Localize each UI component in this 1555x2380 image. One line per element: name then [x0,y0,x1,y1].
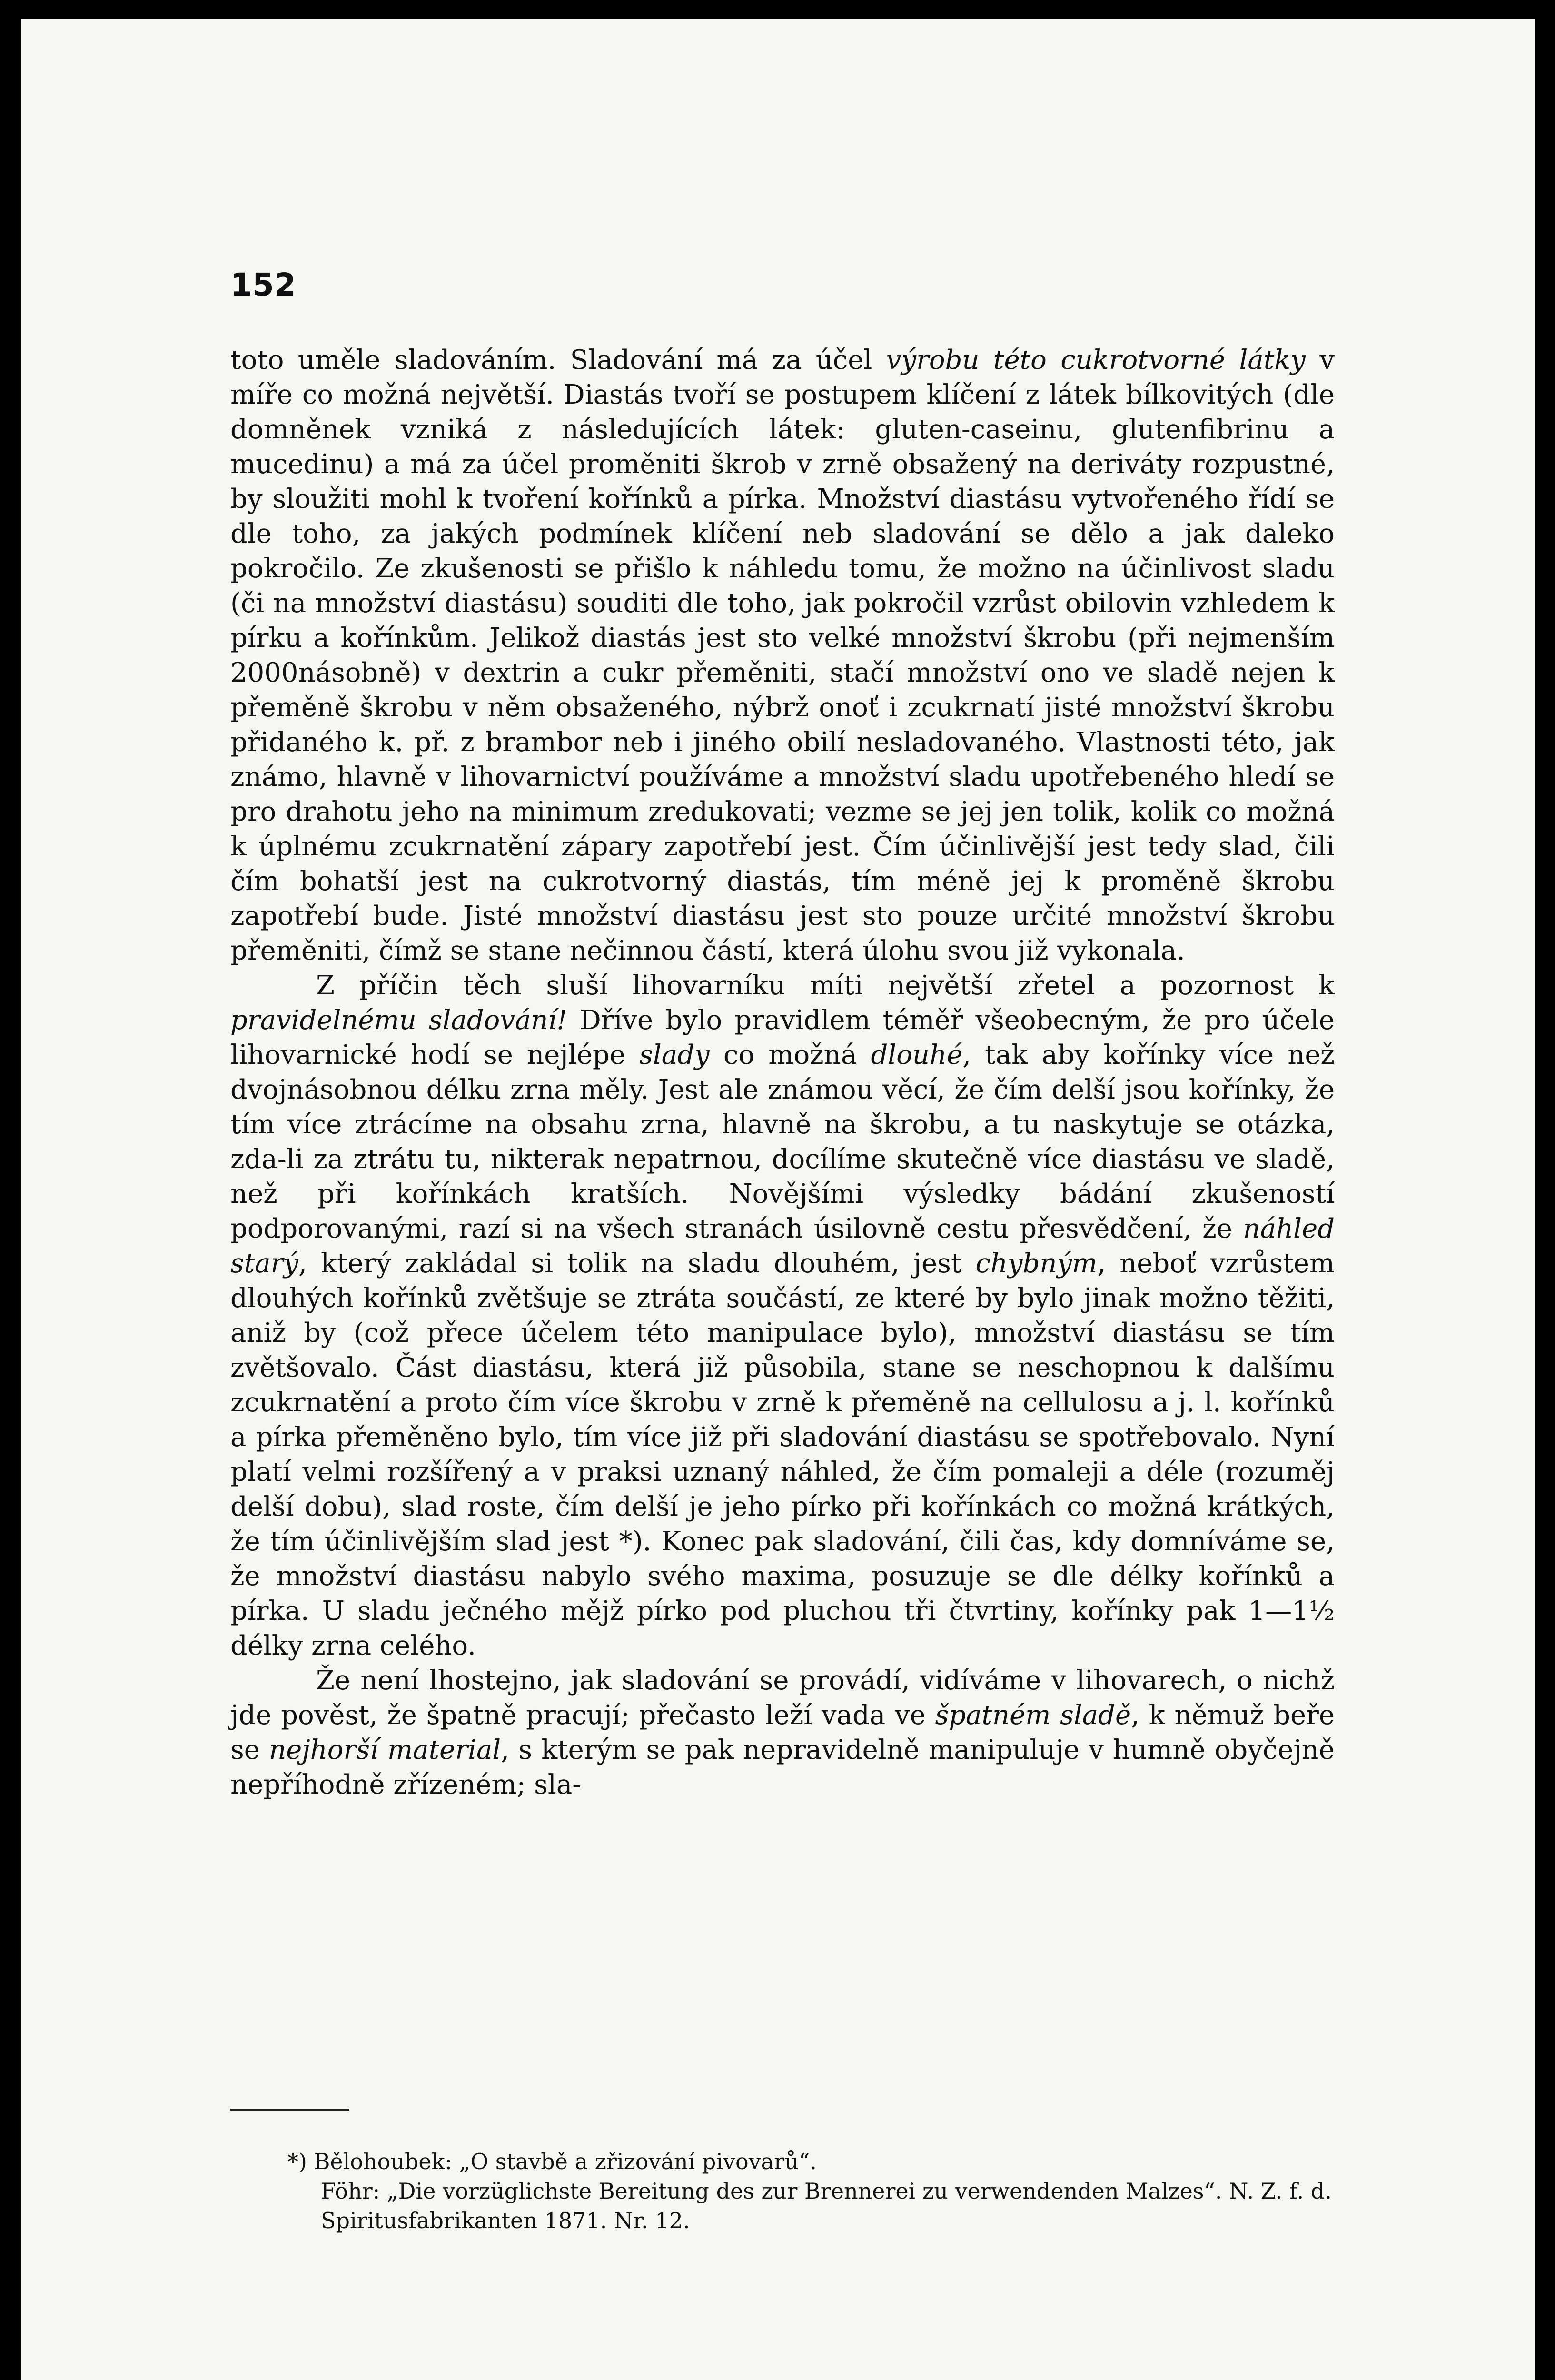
paragraph-3 [230,1663,1335,1802]
emphasis-run: výrobu této cukrotvorné látky [886,345,1306,376]
emphasis-run: chybným [975,1248,1098,1279]
text-run: , k němuž beře se [230,1700,1335,1765]
text-run: Dříve bylo pravidlem téměř všeobecným, že pro účele lihovarnické hodí se nejlépe [230,1005,1335,1071]
text-run: , neboť vzrůstem dlouhých kořínků zvětšuje se ztráta součástí, ze které by bylo jinak možno těžiti, aniž by (což přece účelem této manipulace bylo), množství diastásu se tím zvětšovalo. Část diastásu, která již působila, stane se neschopnou k dalšímu zcukrnatění a proto čím více škrobu v zrně k přeměně na cellulosu a j. l. kořínků a pírka přeměněno bylo, tím více již při sladování diastásu se spotřebovalo. Nyní platí velmi rozšířený a v praksi uznaný náhled, že čím pomaleji a déle (rozuměj delší dobu), slad roste, čím delší je jeho pírko při kořínkách co možná krátkých, že tím účinlivějším slad jest *). Konec pak sladování, čili čas, kdy domníváme se, že množství diastásu nabylo svého maxima, posuzuje se dle délky kořínků a pírka. U sladu ječného mějž pírko pod pluchou tři čtvrtiny, kořínky pak 1—1½ délky zrna celého. [230,1248,1335,1661]
footnote-1: *) Bělohoubek: „O stavbě a zřizování pivovarů“. [287,2149,817,2174]
text-run: co možná [709,1040,871,1071]
text-run: toto uměle sladováním. Sladování má za účel [230,345,886,376]
footnotes [287,2147,1339,2235]
paragraph-2 [230,968,1335,1663]
page-number: 152 [230,267,296,303]
emphasis-run: náhled starý [230,1213,1335,1279]
emphasis-run: slady [639,1040,710,1071]
paragraph-1 [230,343,1335,968]
scanned-page [21,19,1535,2380]
text-run: , s kterým se pak nepravidelně manipuluje v humně obyčejně nepříhodně zřízeném; sla- [230,1735,1335,1800]
body-text [230,343,1335,1802]
emphasis-run: špatném sladě [935,1700,1131,1731]
text-run: , který zakládal si tolik na sladu dlouhém, jest [298,1248,976,1279]
emphasis-run: nejhorší material [269,1735,501,1765]
emphasis-run: dlouhé [871,1040,963,1071]
text-run: v míře co možná největší. Diastás tvoří se postupem klíčení z látek bílkovitých (dle domněnek vzniká z následujících látek: gluten-caseinu, glutenfibrinu a mucedinu) a má za účel proměniti škrob v zrně obsažený na deriváty rozpustné, by sloužiti mohl k tvoření kořínků a pírka. Množství diastásu vytvořeného řídí se dle toho, za jakých podmínek klíčení neb sladování se dělo a jak daleko pokročilo. Ze zkušenosti se přišlo k náhledu tomu, že možno na účinlivost sladu (či na množství diastásu) souditi dle toho, jak pokročil vzrůst obilovin vzhledem k pírku a kořínkům. Jelikož diastás jest sto velké množství škrobu (při nejmenším 2000násobně) v dextrin a cukr přeměniti, stačí množství ono ve sladě nejen k přeměně škrobu v něm obsaženého, nýbrž onoť i zcukrnatí jisté množství škrobu přidaného k. př. z brambor neb i jiného obilí nesladovaného. Vlastnosti této, jak známo, hlavně v lihovarnictví používáme a množství sladu upotřebeného hledí se pro drahotu jeho na minimum zredukovati; vezme se jej jen tolik, kolik co možná k úplnému zcukrnatění zápary zapotřebí jest. Čím účinlivější jest tedy slad, čili čím bohatší jest na cukrotvorný diastás, tím méně jej k proměně škrobu zapotřebí bude. Jisté množství diastásu jest sto pouze určité množství škrobu přeměniti, čímž se stane nečinnou částí, která úlohu svou již vykonala. [230,345,1335,966]
footnote-2: Föhr: „Die vorzüglichste Bereitung des zur Brennerei zu verwendenden Malzes“. N. Z. f. d. Spiritusfabrikanten 1871. Nr. 12. [321,2178,1332,2233]
emphasis-run: pravidelnému sladování! [230,1005,567,1036]
text-run: , tak aby kořínky více než dvojnásobnou délku zrna měly. Jest ale známou věcí, že čím delší jsou kořínky, že tím více ztrácíme na obsahu zrna, hlavně na škrobu, a tu naskytuje se otázka, zda-li za ztrátu tu, nikterak nepatrnou, docílíme skutečně více diastásu ve sladě, než při kořínkách kratších. Novějšími výsledky bádání zkušeností podporovanými, razí si na všech stranách úsilovně cestu přesvědčení, že [230,1040,1335,1244]
text-run: Z příčin těch sluší lihovarníku míti největší zřetel a pozornost k [316,970,1335,1001]
footnote-divider [230,2109,349,2111]
text-run: Že není lhostejno, jak sladování se provádí, vidíváme v lihovarech, o nichž jde pověst, že špatně pracují; přečasto leží vada ve [230,1665,1335,1731]
